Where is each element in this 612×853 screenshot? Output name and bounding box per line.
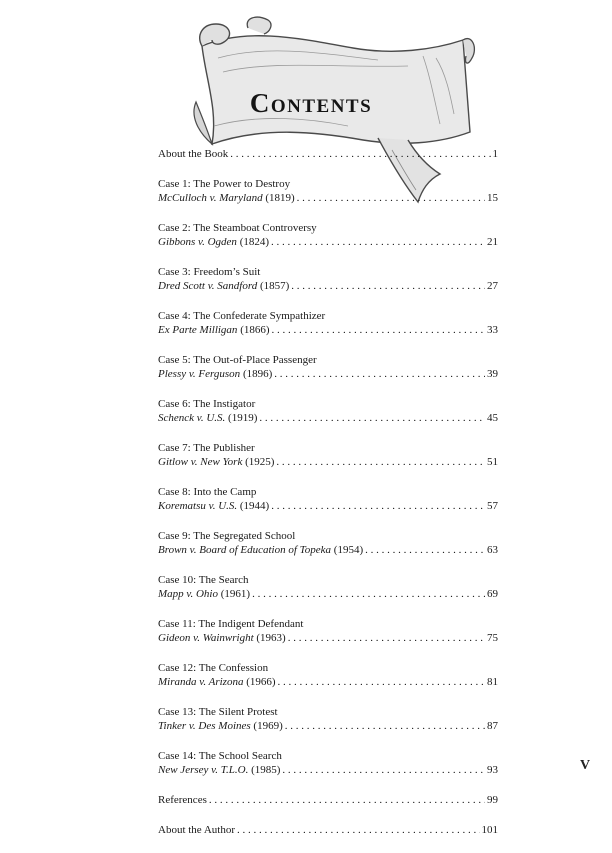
leader-dots: [282, 763, 485, 778]
case-name: Gitlow v. New York: [158, 456, 243, 468]
entry-title: About the Book: [158, 148, 229, 160]
case-name: Schenck v. U.S.: [158, 412, 226, 424]
page-ref: 1: [492, 148, 498, 160]
case-year: (1966): [246, 676, 276, 688]
case-label: Case 7: The Publisher: [158, 442, 255, 454]
page-number: V: [580, 758, 591, 773]
case-year: (1961): [220, 588, 251, 600]
toc-line: [158, 191, 498, 206]
page-ref: 21: [487, 236, 498, 248]
page-ref: 87: [487, 720, 498, 732]
page-ref: 93: [487, 764, 498, 776]
case-year: (1963): [256, 632, 286, 644]
toc-line: [158, 719, 498, 734]
case-year: (1985): [251, 764, 281, 776]
case-label: Case 8: Into the Camp: [158, 486, 257, 498]
leader-dots: [271, 499, 485, 514]
case-year: (1954): [333, 544, 364, 556]
toc-line: [158, 323, 498, 338]
case-label: Case 12: The Confession: [158, 662, 269, 674]
case-year: (1819): [265, 192, 295, 204]
page-ref: 27: [487, 280, 498, 292]
toc-entry-case-14[interactable]: [158, 749, 498, 778]
leader-dots: [274, 367, 485, 382]
case-label: Case 1: The Power to Destroy: [158, 178, 291, 190]
case-year: (1969): [253, 720, 283, 732]
case-year: (1824): [239, 236, 270, 248]
leader-dots: [271, 235, 485, 250]
toc-entry-about-author[interactable]: [158, 823, 498, 838]
case-label: Case 5: The Out-of-Place Passenger: [158, 354, 317, 366]
toc-line: [158, 631, 498, 646]
case-label: Case 6: The Instigator: [158, 398, 256, 410]
page-ref: 99: [487, 794, 498, 806]
case-year: (1896): [242, 368, 273, 380]
case-year: (1919): [228, 412, 258, 424]
toc-entry-case-10[interactable]: [158, 573, 498, 602]
leader-dots: [272, 323, 485, 338]
case-name: Ex Parte Milligan: [158, 324, 238, 336]
leader-dots: [230, 147, 490, 162]
case-name: Gibbons v. Ogden: [158, 236, 237, 248]
case-name: Brown v. Board of Education of Topeka: [158, 544, 332, 556]
contents-heading: Contents: [249, 88, 373, 118]
toc-line: [158, 279, 498, 294]
leader-dots: [297, 191, 485, 206]
case-name: Miranda v. Arizona: [158, 676, 244, 688]
case-name: Plessy v. Ferguson: [158, 368, 241, 380]
toc-entry-case-4[interactable]: [158, 309, 498, 338]
toc-entry-case-8[interactable]: [158, 485, 498, 514]
case-label: Case 10: The Search: [158, 574, 249, 586]
case-year: (1925): [245, 456, 275, 468]
toc-line: [158, 147, 498, 162]
case-name: Tinker v. Des Moines: [158, 720, 251, 732]
leader-dots: [276, 455, 485, 470]
case-label: Case 13: The Silent Protest: [158, 706, 278, 718]
toc-entry-case-9[interactable]: [158, 529, 498, 558]
toc-entry-case-2[interactable]: [158, 221, 498, 250]
case-label: Case 9: The Segregated School: [158, 530, 296, 542]
page-ref: 75: [487, 632, 498, 644]
toc-entry-case-11[interactable]: [158, 617, 498, 646]
page-ref: 57: [487, 500, 498, 512]
case-name: Dred Scott v. Sandford: [158, 280, 258, 292]
toc-line: [158, 367, 498, 382]
toc-line: [158, 499, 498, 514]
page-ref: 101: [481, 824, 498, 836]
case-label: Case 3: Freedom’s Suit: [158, 266, 261, 278]
case-name: New Jersey v. T.L.O.: [158, 764, 249, 776]
case-name: Mapp v. Ohio: [158, 588, 218, 600]
entry-title: References: [158, 794, 207, 806]
page-ref: 45: [487, 412, 498, 424]
leader-dots: [365, 543, 485, 558]
page-ref: 63: [487, 544, 498, 556]
leader-dots: [259, 411, 485, 426]
toc-line: [158, 587, 498, 602]
leader-dots: [252, 587, 485, 602]
toc-entry-case-12[interactable]: [158, 661, 498, 690]
leader-dots: [285, 719, 485, 734]
toc-line: [158, 455, 498, 470]
case-label: Case 4: The Confederate Sympathizer: [158, 310, 326, 322]
page-ref: 39: [487, 368, 498, 380]
page-ref: 15: [487, 192, 498, 204]
page-ref: 81: [487, 676, 498, 688]
leader-dots: [237, 823, 480, 838]
page-ref: 69: [487, 588, 498, 600]
toc-line: [158, 763, 498, 778]
toc-entry-case-1[interactable]: [158, 177, 498, 206]
case-label: Case 11: The Indigent Defendant: [158, 618, 304, 630]
toc-line: [158, 235, 498, 250]
page-ref: 51: [487, 456, 498, 468]
toc-entry-case-6[interactable]: [158, 397, 498, 426]
leader-dots: [291, 279, 485, 294]
case-year: (1857): [259, 280, 290, 292]
case-year: (1944): [239, 500, 270, 512]
toc-entry-references[interactable]: [158, 793, 498, 808]
table-of-contents: [158, 147, 498, 853]
case-year: (1866): [240, 324, 270, 336]
case-name: Gideon v. Wainwright: [158, 632, 254, 644]
leader-dots: [209, 793, 485, 808]
leader-dots: [278, 675, 485, 690]
page-ref: 33: [487, 324, 498, 336]
toc-entry-case-3[interactable]: [158, 265, 498, 294]
toc-line: [158, 823, 498, 838]
entry-title: About the Author: [158, 824, 235, 836]
toc-line: [158, 793, 498, 808]
toc-entry-case-5[interactable]: [158, 353, 498, 382]
toc-entry-case-13[interactable]: [158, 705, 498, 734]
toc-entry-about-book[interactable]: [158, 147, 498, 162]
toc-line: [158, 411, 498, 426]
toc-line: [158, 543, 498, 558]
case-label: Case 14: The School Search: [158, 750, 282, 762]
toc-line: [158, 675, 498, 690]
case-label: Case 2: The Steamboat Controversy: [158, 222, 317, 234]
case-name: Korematsu v. U.S.: [158, 500, 238, 512]
toc-entry-case-7[interactable]: [158, 441, 498, 470]
case-name: McCulloch v. Maryland: [158, 192, 263, 204]
leader-dots: [288, 631, 485, 646]
